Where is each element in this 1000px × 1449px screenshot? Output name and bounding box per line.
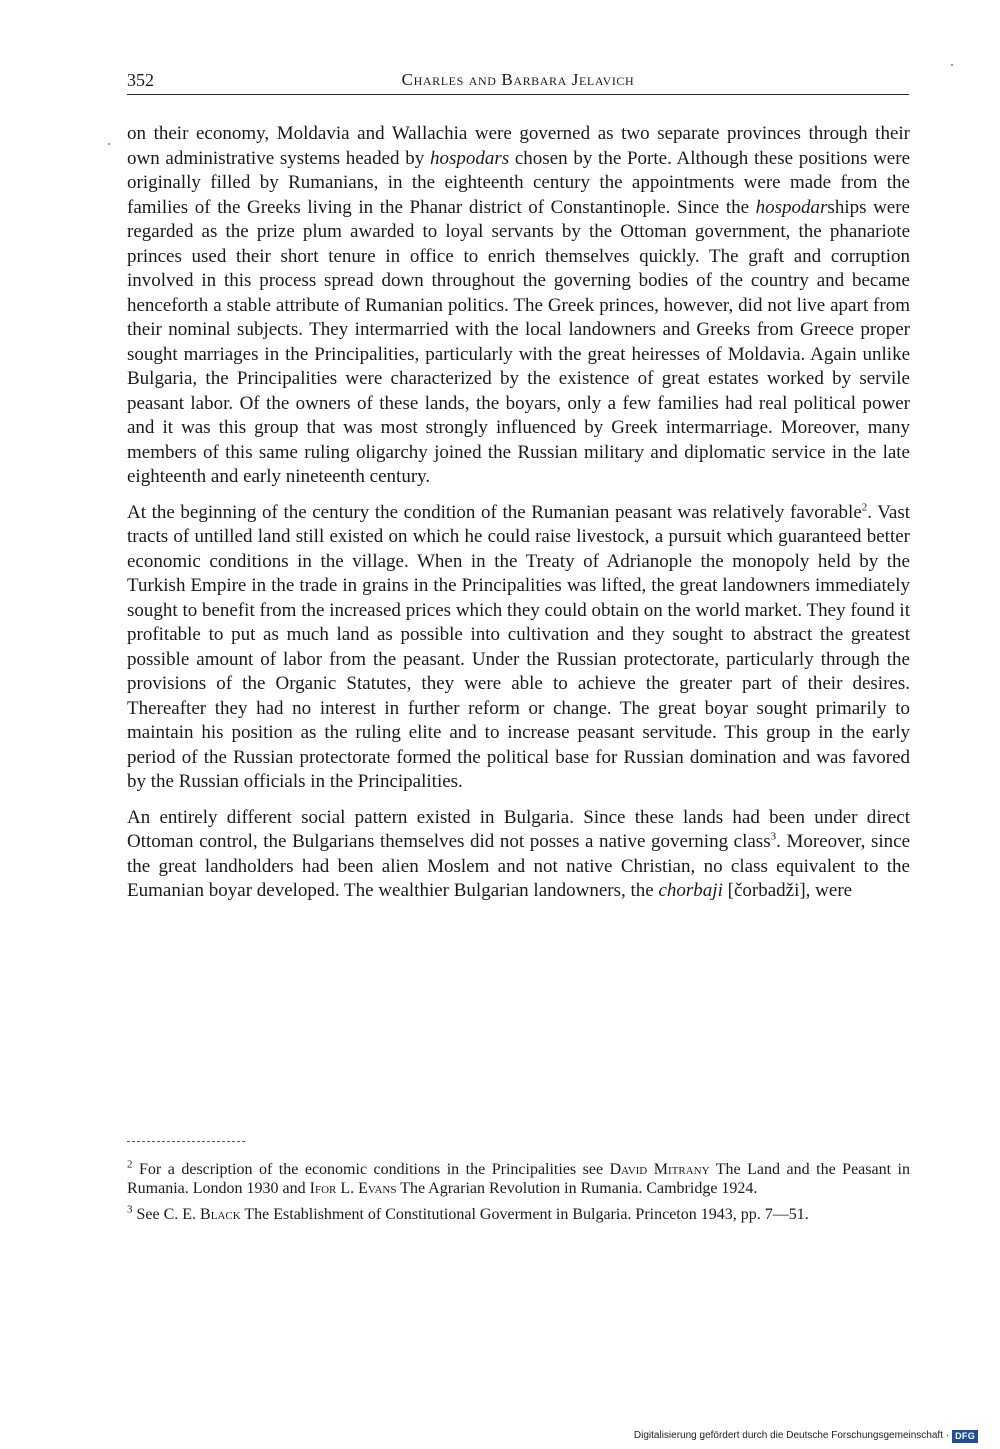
footnote-3-text-a: See C. E. (136, 1206, 201, 1223)
footnote-2-author-1: David Mitrany (609, 1161, 710, 1178)
paragraph-1-italic-term: hospodar (755, 196, 828, 218)
footnote-2-author-2: Ifor L. Evans (309, 1180, 397, 1197)
digitization-credit-text: Digitalisierung gefördert durch die Deutsche Forschungsgemeinschaft · (633, 1430, 950, 1441)
digitization-credit (634, 1429, 978, 1443)
page-header (127, 68, 909, 95)
paragraph-3-text-b: . Moreover, since the great landholders had been alien Moslem and not native Christian, no class equivalent to the Eumanian boyar developed. The wealthier Bulgarian landowners, the (127, 831, 910, 901)
footnote-2-mark: 2 (127, 1158, 133, 1171)
footnote-ref-3: 3 (770, 830, 777, 843)
footnote-3 (127, 1205, 910, 1224)
footnote-2-text-c: The Agrarian Revolution in Rumania. Cambridge 1924. (396, 1180, 758, 1197)
paragraph-2-text-a: At the beginning of the century the condition of the Rumanian peasant was relatively favorable (127, 501, 862, 523)
scan-speck (108, 143, 110, 145)
paragraph-3 (127, 806, 910, 904)
paragraph-3-text-a: An entirely different social pattern existed in Bulgaria. Since these lands had been under direct Ottoman control, the Bulgarians themselves did not posses a native governing class (127, 806, 910, 852)
footnote-3-text-b: The Establishment of Constitutional Goverment in Bulgaria. Princeton 1943, pp. 7—51. (240, 1206, 809, 1223)
dfg-logo: DFG (952, 1430, 978, 1443)
page-number: 352 (127, 70, 154, 90)
footnote-2-text-a: For a description of the economic conditions in the Principalities see (139, 1161, 610, 1178)
footnote-2-text-b: The Land and the Peasant in Rumania. London 1930 and (127, 1161, 911, 1197)
footnotes (127, 1160, 910, 1231)
paragraph-3-text-c: [čorbadži], were (722, 880, 853, 901)
footnote-3-mark: 3 (127, 1203, 133, 1216)
paragraph-1-italic-term: hospodars (429, 147, 510, 169)
footnote-separator (127, 1141, 245, 1142)
paragraph-2-text-b: . Vast tracts of untilled land still existed on which he could raise livestock, a pursuit which guaranteed better economic conditions in the village. When in the Treaty of Adrianople the monopoly held by the Turkish Empire in the trade in grains in the Principalities was lifted, the great landowners immediately sought to benefit from the increased prices which they could obtain on the world market. They found it profitable to put as much land as possible into cultivation and they sought to abstract the greatest possible amount of labor from the peasant. Under the Russian protectorate, particularly through the provisions of the Organic Statutes, they were able to achieve the greater part of their desires. Thereafter they had no interest in further reform or change. The great boyar sought primarily to maintain his position as the ruling elite and to increase peasant servitude. This group in the early period of the Russian protectorate formed the political base for Russian domination and was favored by the Russian officials in the Principalities. (127, 501, 910, 792)
paragraph-2 (127, 501, 910, 795)
paragraph-1-text: ships were regarded as the prize plum awarded to loyal servants by the Ottoman government, the phanariote princes used their short tenure in office to enrich themselves quickly. The graft and corruption involved in this process spread down throughout the governing bodies of the country and became henceforth a stable attribute of Rumanian politics. The Greek princes, however, did not live apart from their nominal subjects. They intermarried with the local landowners and Greeks from Greece proper sought marriages in the Principalities, particularly with the great heiresses of Moldavia. Again unlike Bulgaria, the Principalities were characterized by the existence of great estates worked by servile peasant labor. Of the owners of these lands, the boyars, only a few families had real political power and it was this group that was most strongly influenced by Greek intermarriage. Moreover, many members of this same ruling oligarchy joined the Russian military and diplomatic service in the late eighteenth and early nineteenth century. (127, 196, 910, 487)
paragraph-1-text: chosen by the Porte. Although these positions were originally filled by Rumanians, in the eighteenth century the appointments were made from the families of the Greeks living in the Phanar district of Constantinople. Since the (127, 147, 911, 218)
paragraph-1 (127, 122, 910, 490)
footnote-3-author: Black (200, 1206, 241, 1223)
paragraph-3-italic-term: chorbaji (658, 880, 723, 901)
footnote-ref-2: 2 (861, 501, 868, 514)
running-head: Charles and Barbara Jelavich (401, 70, 635, 89)
body-text (127, 122, 910, 915)
footnote-2 (127, 1160, 910, 1198)
scan-speck (951, 64, 953, 66)
paragraph-1-text: on their economy, Moldavia and Wallachia were governed as two separate provinces through their own administrative systems headed by (127, 123, 910, 169)
